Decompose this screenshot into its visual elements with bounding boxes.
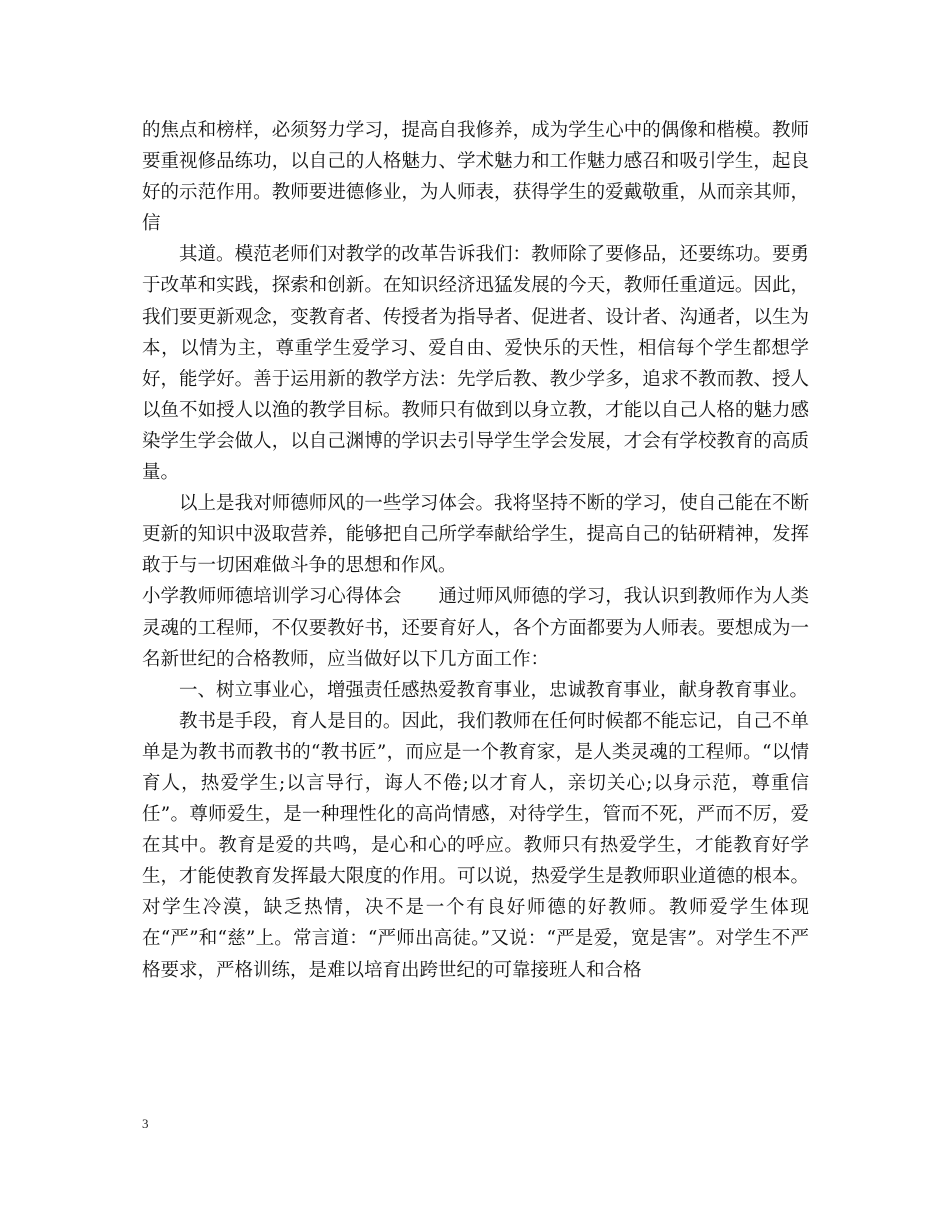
paragraph-1: 的焦点和榜样，必须努力学习，提高自我修养，成为学生心中的偶像和楷模。教师要重视修品练功，以自己的人格魅力、学术魅力和工作魅力感召和吸引学生，起良好的示范作用。教师要进德修业，为人师表，获得学生的爱戴敬重，从而亲其师，信 <box>142 120 809 235</box>
body-text <box>142 115 809 986</box>
paragraph-5: 一、树立事业心，增强责任感热爱教育事业，忠诚教育事业，献身教育事业。 <box>179 679 809 701</box>
paragraph-4: 小学教师师德培训学习心得体会 通过师风师德的学习，我认识到教师作为人类灵魂的工程师，不仅要教好书，还要育好人，各个方面都要为人师表。要想成为一名新世纪的合格教师，应当做好以下几方面工作： <box>142 586 809 670</box>
paragraph-2: 其道。模范老师们对教学的改革告诉我们：教师除了要修品，还要练功。要勇于改革和实践，探索和创新。在知识经济迅猛发展的今天，教师任重道远。因此，我们要更新观念，变教育者、传授者为指导者、促进者、设计者、沟通者，以生为本，以情为主，尊重学生爱学习、爱自由、爱快乐的天性，相信每个学生都想学好，能学好。善于运用新的教学方法：先学后教、教少学多，追求不教而教、授人以鱼不如授人以渔的教学目标。教师只有做到以身立教，才能以自己人格的魅力感染学生学会做人，以自己渊博的学识去引导学生学会发展，才会有学校教育的高质量。 <box>142 244 809 484</box>
page-number: 3 <box>142 1116 149 1131</box>
paragraph-6: 教书是手段，育人是目的。因此，我们教师在任何时候都不能忘记，自己不单单是为教书而教书的“教书匠”，而应是一个教育家，是人类灵魂的工程师。“以情育人，热爱学生;以言导行，诲人不倦;以才育人，亲切关心;以身示范，尊重信任”。尊师爱生，是一种理性化的高尚情感，对待学生，管而不死，严而不厉，爱在其中。教育是爱的共鸣，是心和心的呼应。教师只有热爱学生，才能教育好学生，才能使教育发挥最大限度的作用。可以说，热爱学生是教师职业道德的根本。对学生冷漠，缺乏热情，决不是一个有良好师德的好教师。教师爱学生体现在“严”和“慈”上。常言道：“严师出高徒。”又说：“严是爱，宽是害”。对学生不严格要求，严格训练，是难以培育出跨世纪的可靠接班人和合格 <box>142 710 809 981</box>
paragraph-3: 以上是我对师德师风的一些学习体会。我将坚持不断的学习，使自己能在不断更新的知识中汲取营养，能够把自己所学奉献给学生，提高自己的钻研精神，发挥敢于与一切困难做斗争的思想和作风。 <box>142 493 809 577</box>
